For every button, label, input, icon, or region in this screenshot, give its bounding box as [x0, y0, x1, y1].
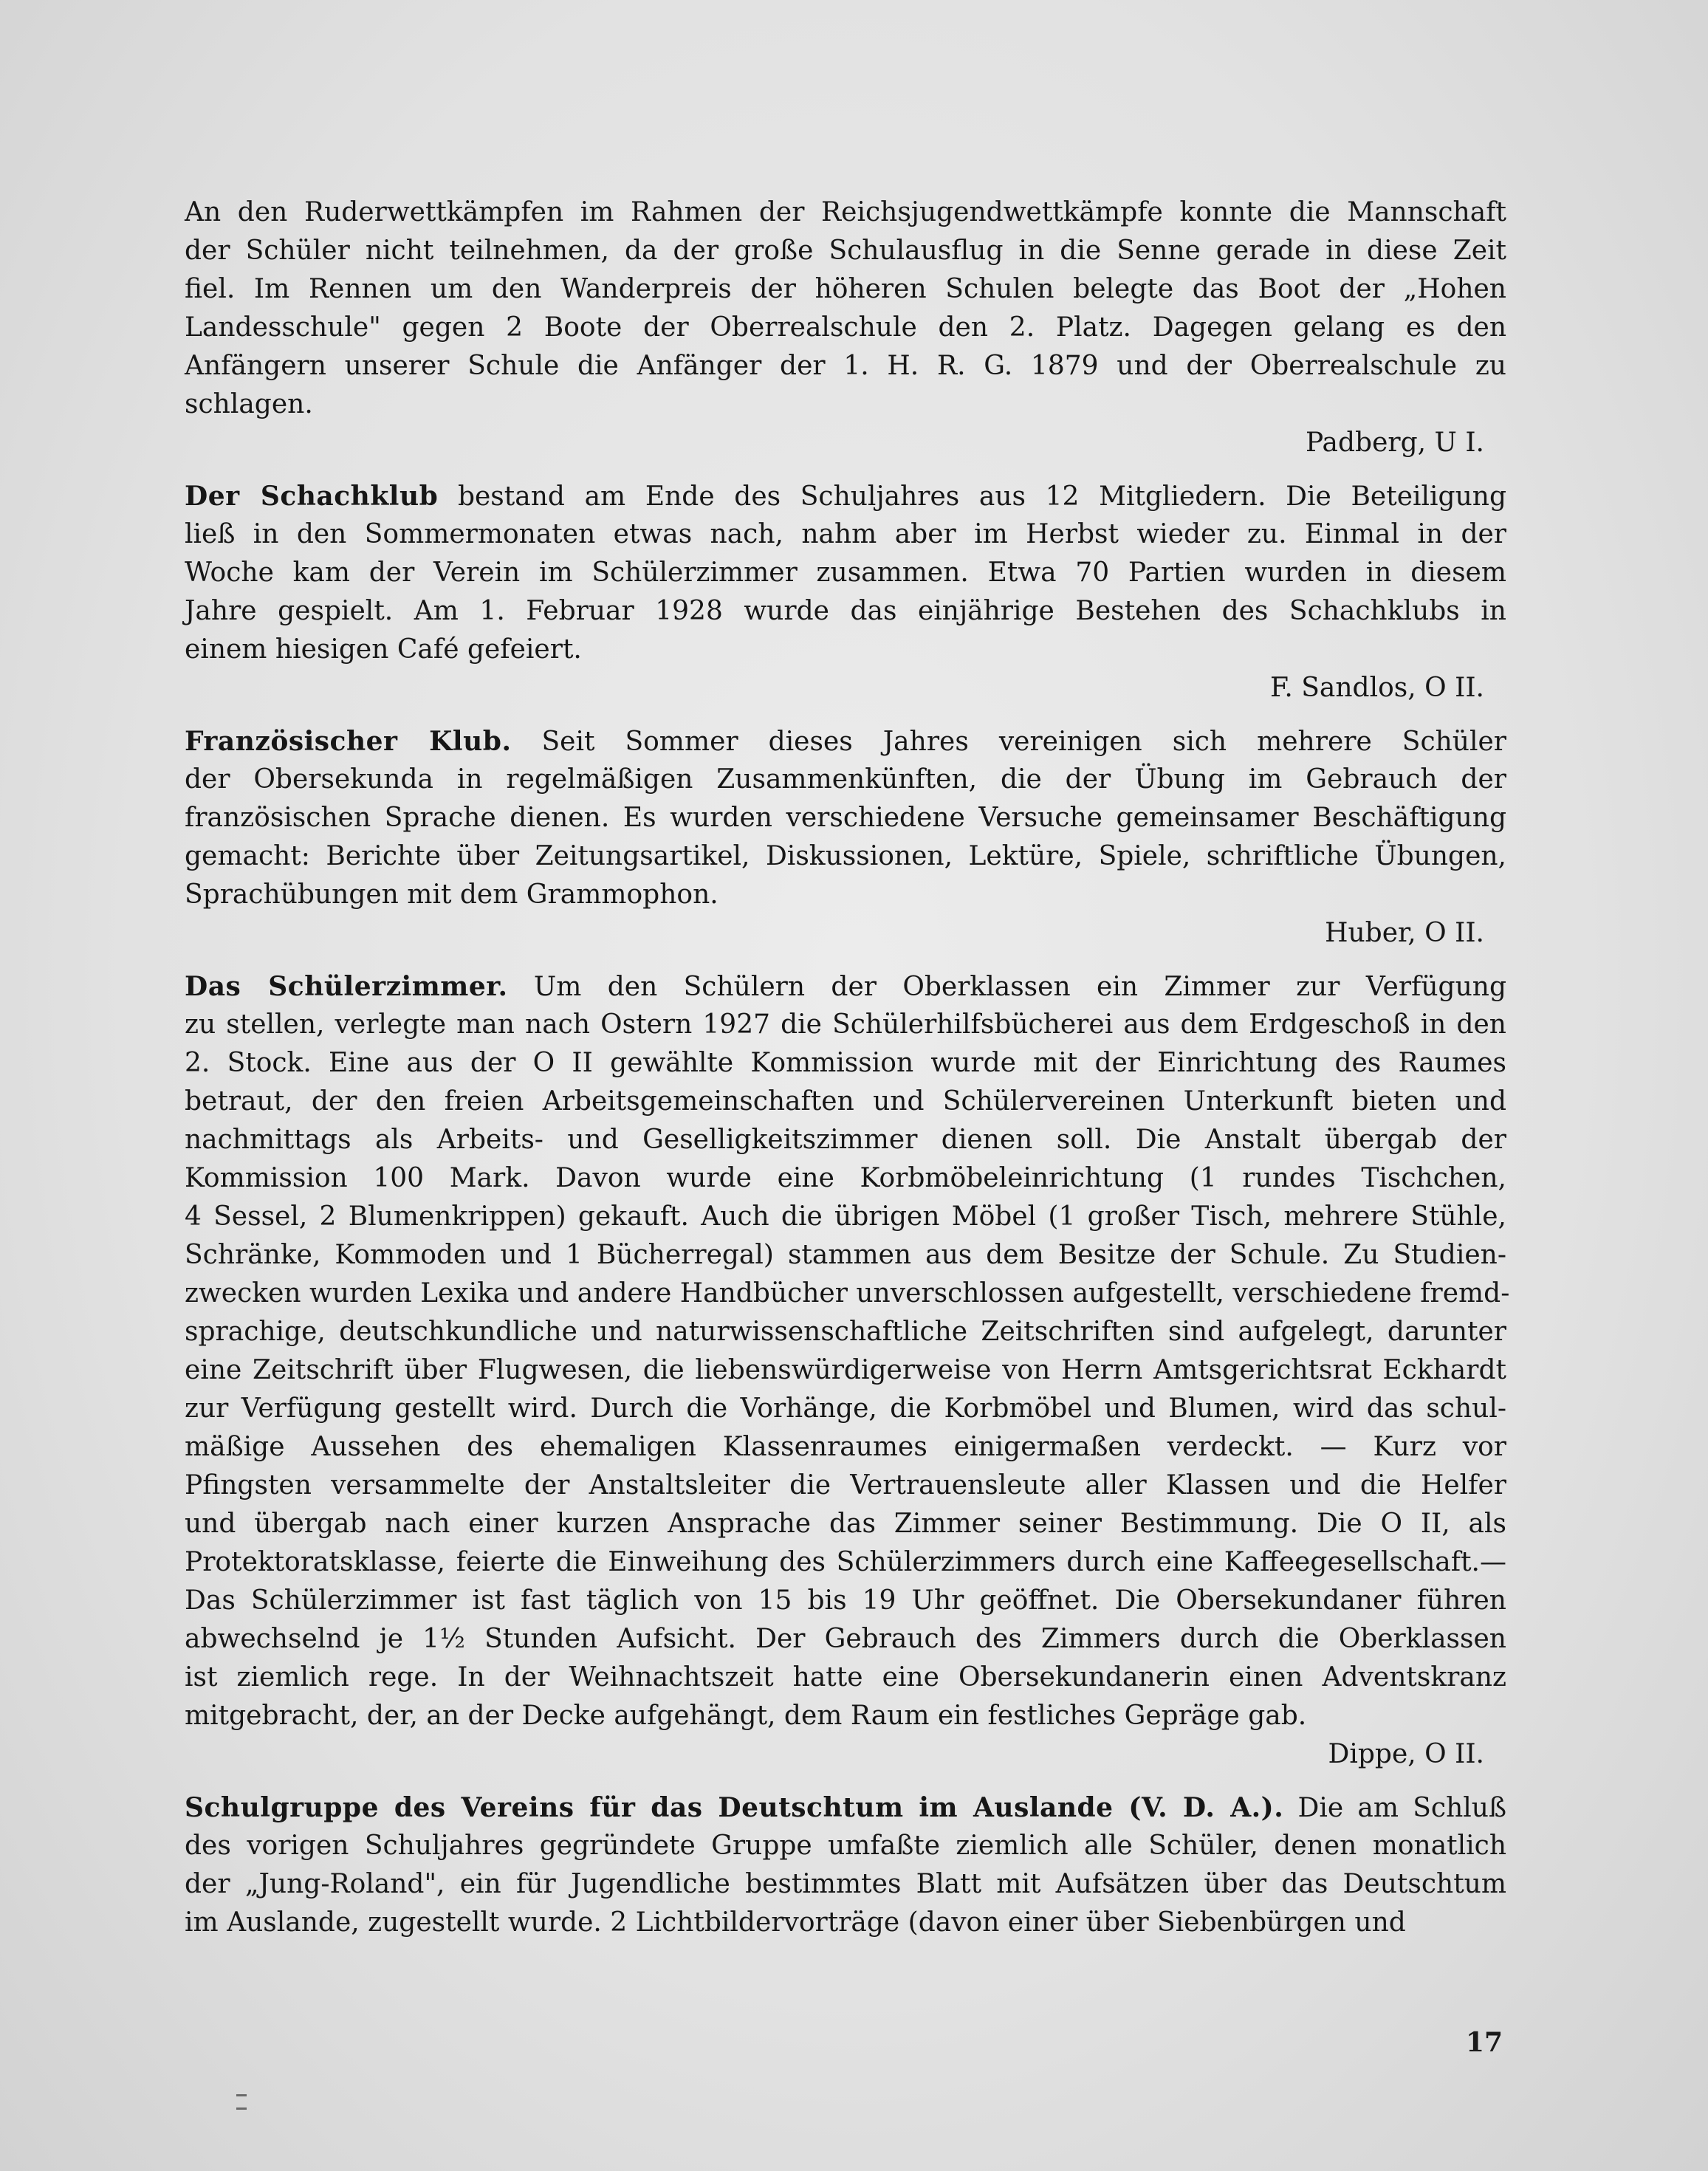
text-line	[185, 761, 1506, 799]
line-text: mitgebracht, der, an der Decke aufgehängt, dem Raum ein festliches Gepräge gab.	[185, 1701, 1307, 1731]
line-text: der „Jung-Roland", ein für Jugendliche bestimmtes Blatt mit Aufsätzen über das Deutschtum	[185, 1869, 1506, 1899]
text-line	[185, 1236, 1506, 1275]
paragraph-gap	[185, 953, 1506, 967]
paragraph-gap	[185, 462, 1506, 477]
line-text: schlagen.	[185, 389, 313, 419]
page-number: 17	[1466, 2027, 1503, 2058]
text-line	[185, 347, 1506, 385]
text-line	[185, 799, 1506, 837]
text-line	[185, 554, 1506, 592]
text-line	[185, 1582, 1506, 1620]
margin-mark	[236, 2094, 247, 2096]
paragraph	[185, 967, 1510, 1774]
line-text: Woche kam der Verein im Schülerzimmer zusammen. Etwa 70 Partien wurden in diesem	[185, 558, 1506, 588]
line-text: 4 Sessel, 2 Blumenkrippen) gekauft. Auch die übrigen Möbel (1 großer Tisch, mehrere Stühle,	[185, 1201, 1506, 1232]
text-line	[185, 1865, 1506, 1904]
line-text: zu stellen, verlegte man nach Ostern 1927 die Schülerhilfsbücherei aus dem Erdgeschoß in den	[185, 1009, 1506, 1040]
line-text: An den Ruderwettkämpfen im Rahmen der Reichsjugendwettkämpfe konnte die Mannschaft	[185, 197, 1506, 227]
line-text: Seit Sommer dieses Jahres vereinigen sich mehrere Schüler	[511, 727, 1507, 757]
text-line	[185, 1275, 1510, 1313]
text-line	[185, 1467, 1506, 1505]
paragraph-gap	[185, 707, 1506, 722]
line-text: 2. Stock. Eine aus der O II gewählte Kommission wurde mit der Einrichtung des Raumes	[185, 1048, 1506, 1078]
text-line	[185, 1198, 1506, 1236]
author-signature: F. Sandlos, O II.	[1269, 673, 1484, 703]
text-line	[185, 232, 1506, 270]
text-line	[185, 1044, 1506, 1083]
text-line	[185, 631, 1506, 669]
text-line	[185, 477, 1506, 515]
line-text: ist ziemlich rege. In der Weihnachtszeit hatte eine Obersekundanerin einen Adventskranz	[185, 1662, 1506, 1692]
text-line	[185, 1313, 1506, 1351]
text-line	[185, 722, 1506, 761]
section-heading: Das Schülerzimmer.	[185, 971, 508, 1002]
text-line	[185, 1904, 1506, 1942]
text-line	[185, 1827, 1506, 1865]
line-text: einem hiesigen Café gefeiert.	[185, 634, 582, 665]
line-text: abwechselnd je 1½ Stunden Aufsicht. Der Gebrauch des Zimmers durch die Oberklassen	[185, 1624, 1506, 1654]
line-text: nachmittags als Arbeits- und Geselligkeitszimmer dienen soll. Die Anstalt übergab der	[185, 1125, 1506, 1155]
line-text: bestand am Ende des Schuljahres aus 12 Mitgliedern. Die Beteiligung	[438, 481, 1507, 512]
line-text: Protektoratsklasse, feierte die Einweihung des Schülerzimmers durch eine Kaffeegesellschaft.—	[185, 1547, 1506, 1577]
text-line	[185, 1121, 1506, 1159]
paragraph	[185, 722, 1506, 953]
line-text: zwecken wurden Lexika und andere Handbücher unverschlossen aufgestellt, verschiedene fremd-	[185, 1278, 1510, 1309]
paragraph-gap	[185, 1774, 1506, 1788]
line-text: ließ in den Sommermonaten etwas nach, nahm aber im Herbst wieder zu. Einmal in der	[185, 519, 1506, 549]
text-line	[185, 837, 1506, 876]
text-line	[185, 515, 1506, 554]
line-text: Sprachübungen mit dem Grammophon.	[185, 879, 718, 910]
paragraph	[185, 1788, 1506, 1942]
line-text: Die am Schluß	[1283, 1793, 1506, 1823]
line-text: sprachige, deutschkundliche und naturwissenschaftliche Zeitschriften sind aufgelegt, darunter	[185, 1317, 1506, 1347]
line-text: Um den Schülern der Oberklassen ein Zimmer zur Verfügung	[507, 972, 1506, 1002]
text-line	[185, 1697, 1506, 1735]
document-body	[185, 193, 1510, 1942]
text-line	[185, 270, 1506, 309]
line-text: mäßige Aussehen des ehemaligen Klassenraumes einigermaßen verdeckt. — Kurz vor	[185, 1432, 1506, 1462]
line-text: Kommission 100 Mark. Davon wurde eine Korbmöbeleinrichtung (1 rundes Tischchen,	[185, 1163, 1506, 1193]
line-text: im Auslande, zugestellt wurde. 2 Lichtbildervorträge (davon einer über Siebenbürgen und	[185, 1907, 1406, 1938]
text-line	[185, 592, 1506, 631]
line-text: fiel. Im Rennen um den Wanderpreis der höheren Schulen belegte das Boot der „Hohen	[185, 274, 1506, 304]
text-line	[185, 1428, 1506, 1467]
text-line	[185, 193, 1506, 232]
line-text: Jahre gespielt. Am 1. Februar 1928 wurde das einjährige Bestehen des Schachklubs in	[185, 596, 1506, 626]
text-line	[185, 1390, 1506, 1428]
text-line	[185, 1159, 1506, 1198]
text-line	[185, 309, 1506, 347]
line-text: Landesschule" gegen 2 Boote der Oberrealschule den 2. Platz. Dagegen gelang es den	[185, 312, 1506, 343]
text-line	[185, 1659, 1506, 1697]
text-line	[185, 1083, 1506, 1121]
text-line	[185, 1620, 1506, 1659]
text-line	[185, 1006, 1506, 1044]
paragraph	[185, 477, 1506, 707]
line-text: des vorigen Schuljahres gegründete Gruppe umfaßte ziemlich alle Schüler, denen monatlich	[185, 1831, 1506, 1861]
line-text: und übergab nach einer kurzen Ansprache das Zimmer seiner Bestimmung. Die O II, als	[185, 1509, 1506, 1539]
margin-mark	[236, 2107, 247, 2110]
author-signature: Huber, O II.	[1325, 918, 1484, 948]
line-text: der Schüler nicht teilnehmen, da der große Schulausflug in die Senne gerade in diese Zeit	[185, 236, 1506, 266]
paragraph	[185, 193, 1506, 462]
text-line	[185, 385, 1506, 424]
text-line	[185, 876, 1506, 914]
text-line	[185, 1351, 1506, 1390]
line-text: eine Zeitschrift über Flugwesen, die liebenswürdigerweise von Herrn Amtsgerichtsrat Eckhardt	[185, 1355, 1506, 1385]
author-signature: Padberg, U I.	[1305, 428, 1484, 458]
line-text: Das Schülerzimmer ist fast täglich von 15 bis 19 Uhr geöffnet. Die Obersekundaner führen	[185, 1585, 1506, 1616]
section-heading: Französischer Klub.	[185, 726, 512, 757]
line-text: zur Verfügung gestellt wird. Durch die Vorhänge, die Korbmöbel und Blumen, wird das schul-	[185, 1393, 1506, 1424]
author-signature: Dippe, O II.	[1328, 1739, 1484, 1769]
line-text: betraut, der den freien Arbeitsgemeinschaften und Schülervereinen Unterkunft bieten und	[185, 1086, 1506, 1117]
line-text: französischen Sprache dienen. Es wurden verschiedene Versuche gemeinsamer Beschäftigung	[185, 803, 1506, 833]
text-line	[185, 1788, 1506, 1827]
text-line	[185, 1543, 1506, 1582]
line-text: Pfingsten versammelte der Anstaltsleiter die Vertrauensleute aller Klassen und die Helfer	[185, 1470, 1506, 1501]
text-line	[185, 1505, 1506, 1543]
line-text: der Obersekunda in regelmäßigen Zusammenkünften, die der Übung im Gebrauch der	[185, 764, 1506, 795]
line-text: Anfängern unserer Schule die Anfänger der 1. H. R. G. 1879 und der Oberrealschule zu	[185, 351, 1506, 381]
section-heading: Schulgruppe des Vereins für das Deutschtum im Auslande (V. D. A.).	[185, 1792, 1284, 1823]
section-heading: Der Schachklub	[185, 481, 439, 512]
line-text: Schränke, Kommoden und 1 Bücherregal) stammen aus dem Besitze der Schule. Zu Studien-	[185, 1240, 1506, 1270]
line-text: gemacht: Berichte über Zeitungsartikel, Diskussionen, Lektüre, Spiele, schriftliche Übungen,	[185, 841, 1506, 871]
text-line	[185, 967, 1506, 1006]
